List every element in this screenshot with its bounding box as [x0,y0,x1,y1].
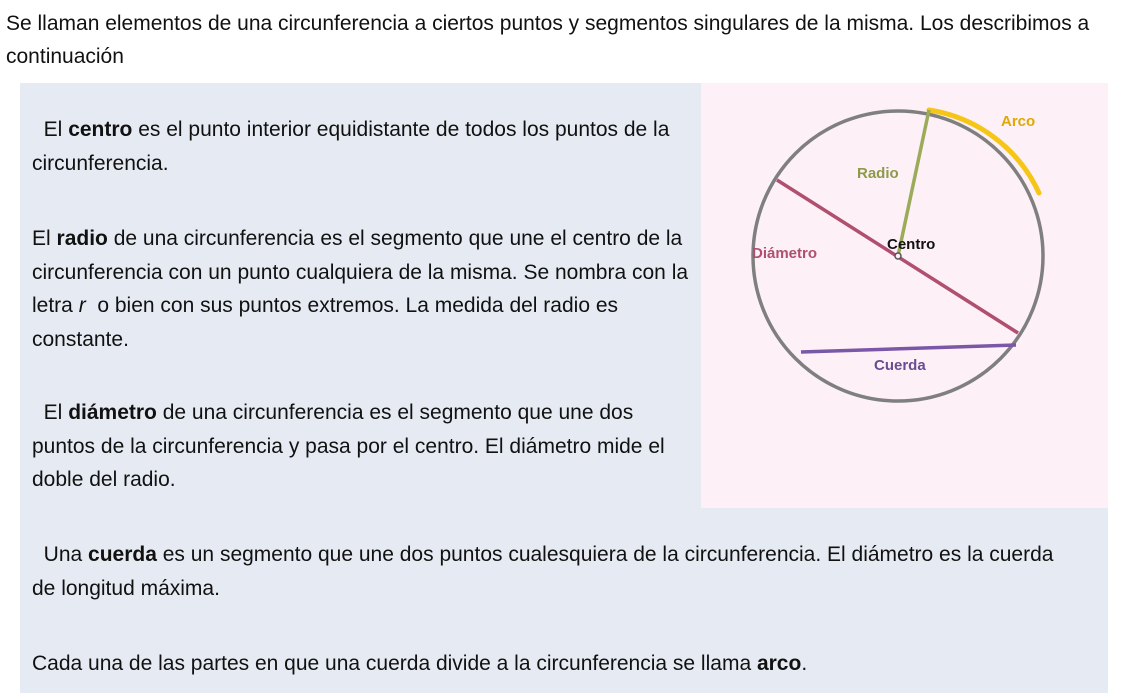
term-centro: centro [68,118,133,141]
paragraph-diametro-post: de una circunferencia es el segmento que une dos puntos de la circunferencia y pasa por el centro. El diámetro mide el doble del radio. [32,401,665,491]
label-radio: Radio [857,165,899,182]
intro-text: Se llaman elementos de una circunferencia a ciertos puntos y segmentos singulares de la misma. Los describimos a continuación [6,12,1090,68]
paragraph-radio-mid: de una circunferencia es el segmento que une el centro de la circunferencia con un punto cualquiera de la misma. Se nombra con la letra [32,227,689,317]
label-centro: Centro [887,236,936,253]
circle-diagram [701,83,1108,508]
radius-segment [898,110,929,256]
paragraph-radio-post: o bien con sus puntos extremos. La medida del radio es constante. [32,294,619,351]
label-cuerda: Cuerda [874,357,926,374]
label-diametro: Diámetro [752,245,818,262]
paragraph-arco [32,647,1082,681]
paragraph-arco-pre: Cada una de las partes en que una cuerda divide a la circunferencia se llama [32,652,757,675]
term-radio: radio [56,227,108,250]
paragraph-cuerda-post: es un segmento que une dos puntos cualesquiera de la circunferencia. El diámetro es la cuerda de longitud máxima. [32,543,1054,600]
center-point [895,253,901,259]
paragraph-centro-post: es el punto interior equidistante de todos los puntos de la circunferencia. [32,118,670,175]
paragraph-radio [32,222,692,356]
paragraph-cuerda [32,538,1082,605]
paragraph-diametro [32,396,697,497]
paragraph-arco-post: . [801,652,808,675]
paragraph-centro [32,113,682,180]
term-arco: arco [756,652,802,675]
paragraph-diametro-pre: El [43,401,69,424]
paragraph-radio-pre: El [32,227,57,250]
term-cuerda: cuerda [88,543,157,566]
paragraph-cuerda-pre: Una [43,543,89,566]
chord-segment [801,345,1016,352]
term-diametro: diámetro [68,401,157,424]
label-arco: Arco [1001,113,1036,130]
paragraph-centro-pre: El [43,118,69,141]
letter-r: r [78,294,86,317]
